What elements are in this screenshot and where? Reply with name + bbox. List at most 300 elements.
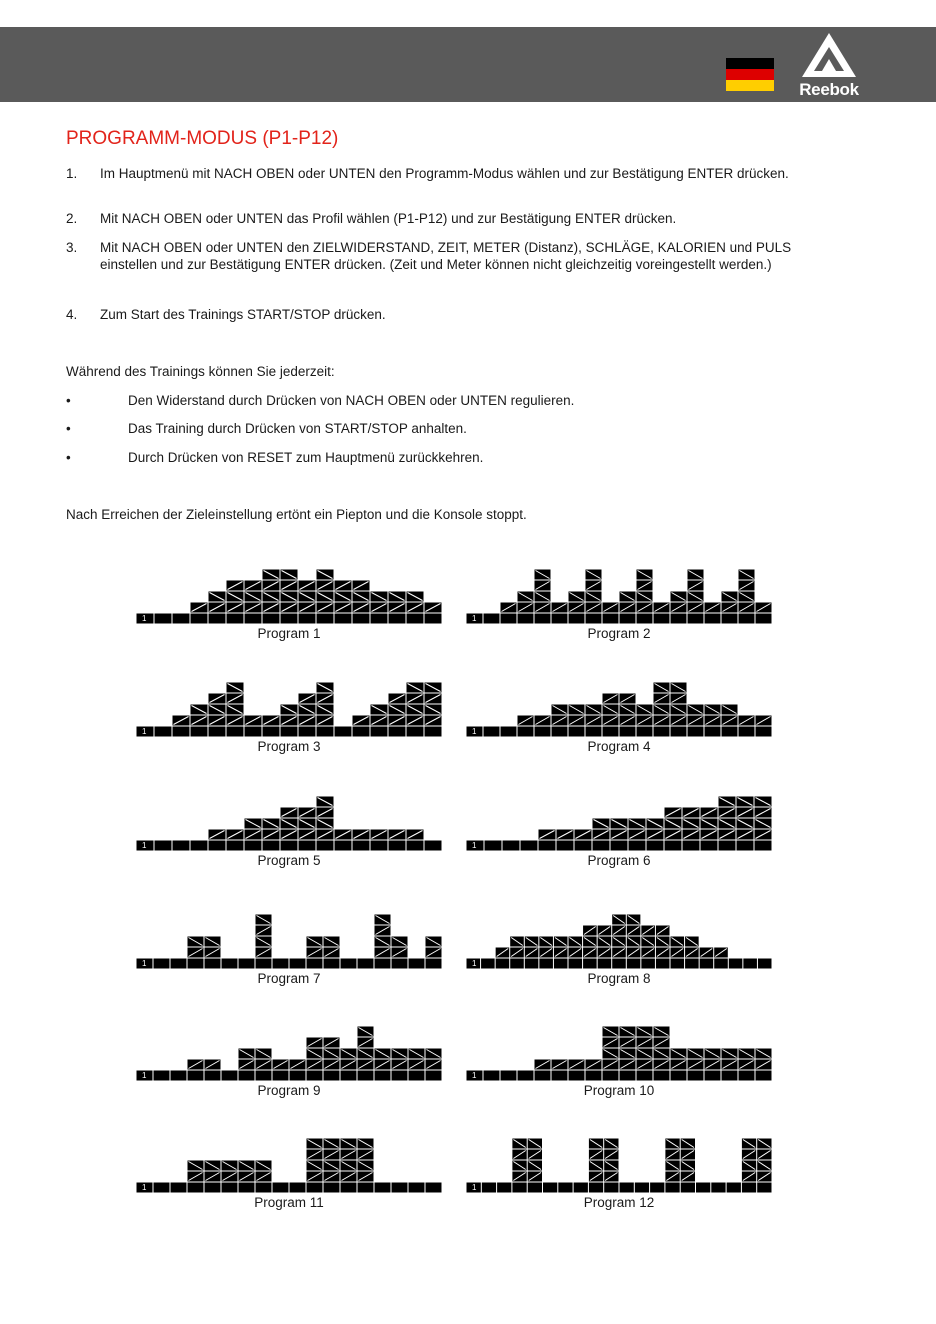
program-label: Program 1 <box>257 626 321 641</box>
segment-cell <box>375 915 391 925</box>
segment-cell <box>604 1172 618 1182</box>
segment-cell <box>307 937 323 947</box>
segment-cell <box>688 1060 704 1070</box>
segment-cell <box>188 1060 204 1070</box>
segment-cell <box>256 1071 272 1081</box>
segment-cell <box>742 1161 756 1171</box>
segment-cell <box>239 1071 255 1081</box>
segment-cell <box>569 727 585 737</box>
segment-cell <box>245 614 262 624</box>
segment-cell <box>281 716 298 726</box>
segment-cell <box>353 603 370 613</box>
segment-cell <box>637 581 653 591</box>
segment-cell <box>209 603 226 613</box>
segment-cell <box>552 1071 568 1081</box>
segment-cell <box>245 592 262 602</box>
segment-cell <box>742 1183 756 1193</box>
segment-cell <box>589 1139 603 1149</box>
segment-cell <box>552 727 568 737</box>
segment-cell <box>535 570 551 580</box>
segment-cell <box>358 1150 374 1160</box>
program-profile-11 <box>136 1131 442 1210</box>
segment-cell <box>409 1183 425 1193</box>
segment-cell <box>612 948 626 958</box>
reebok-delta-icon <box>792 31 866 81</box>
segment-cell <box>603 694 619 704</box>
segment-cell <box>191 705 208 715</box>
segment-cell <box>407 716 424 726</box>
segment-cell <box>426 1060 442 1070</box>
segment-cell <box>239 1060 255 1070</box>
segment-cell <box>701 808 718 818</box>
segment-cell <box>722 727 738 737</box>
segment-cell <box>654 1071 670 1081</box>
segment-cell <box>426 1049 442 1059</box>
program-profile-5 <box>136 789 442 868</box>
segment-cell <box>281 581 298 591</box>
segment-cell <box>671 614 687 624</box>
segment-cell <box>317 797 334 807</box>
segment-cell <box>586 1060 602 1070</box>
profile-graph <box>136 562 442 624</box>
segment-cell <box>671 694 687 704</box>
segment-cell <box>637 1060 653 1070</box>
segment-cell <box>392 937 408 947</box>
segment-cell <box>191 841 208 851</box>
segment-cell <box>552 1060 568 1070</box>
segment-cell <box>375 1183 391 1193</box>
segment-cell <box>353 592 370 602</box>
segment-cell <box>620 1049 636 1059</box>
segment-cell <box>353 841 370 851</box>
profile-graph <box>466 1131 772 1193</box>
segment-cell <box>719 841 736 851</box>
segment-cell <box>701 841 718 851</box>
segment-cell <box>375 926 391 936</box>
segment-cell <box>245 603 262 613</box>
segment-cell <box>665 1150 679 1160</box>
segment-cell <box>324 937 340 947</box>
segment-cell <box>701 830 718 840</box>
program-label: Program 10 <box>583 1083 655 1098</box>
segment-cell <box>273 1071 289 1081</box>
segment-cell <box>353 581 370 591</box>
segment-cell <box>552 716 568 726</box>
segment-cell <box>535 581 551 591</box>
segment-cell <box>647 841 664 851</box>
program-label: Program 9 <box>257 1083 321 1098</box>
segment-cell <box>737 830 754 840</box>
segment-cell <box>671 1071 687 1081</box>
segment-cell <box>256 926 272 936</box>
segment-cell <box>586 705 602 715</box>
segment-cell <box>705 614 721 624</box>
segment-cell <box>501 614 517 624</box>
segment-cell <box>409 959 425 969</box>
segment-cell <box>281 841 298 851</box>
segment-cell <box>171 1071 187 1081</box>
segment-cell <box>263 570 280 580</box>
segment-cell <box>641 948 655 958</box>
segment-cell <box>727 1183 741 1193</box>
segment-cell <box>635 1183 649 1193</box>
segment-cell <box>654 694 670 704</box>
segment-cell <box>756 1071 772 1081</box>
segment-cell <box>317 819 334 829</box>
segment-cell <box>482 1183 496 1193</box>
segment-cell <box>263 603 280 613</box>
segment-cell <box>688 705 704 715</box>
segment-cell <box>758 959 772 969</box>
segment-cell <box>589 1161 603 1171</box>
segment-cell <box>324 1139 340 1149</box>
segment-cell <box>539 830 556 840</box>
program-label: Program 11 <box>254 1195 324 1210</box>
segment-cell <box>654 1049 670 1059</box>
segment-cell <box>569 603 585 613</box>
segment-cell <box>256 1060 272 1070</box>
segment-cell <box>719 797 736 807</box>
segment-cell <box>637 1027 653 1037</box>
segment-cell <box>503 841 520 851</box>
segment-cell <box>335 830 352 840</box>
segment-cell <box>392 948 408 958</box>
segment-cell <box>598 926 612 936</box>
segment-cell <box>389 603 406 613</box>
segment-start-label: 1 <box>472 727 477 736</box>
segment-cell <box>557 841 574 851</box>
segment-cell <box>627 948 641 958</box>
segment-cell <box>154 1071 170 1081</box>
segment-cell <box>681 1172 695 1182</box>
segment-cell <box>317 603 334 613</box>
segment-cell <box>575 841 592 851</box>
segment-cell <box>227 603 244 613</box>
segment-start-label: 1 <box>472 1183 477 1192</box>
segment-cell <box>598 937 612 947</box>
segment-cell <box>722 1049 738 1059</box>
segment-cell <box>539 937 553 947</box>
page-title: PROGRAMM-MODUS (P1-P12) <box>66 128 339 149</box>
segment-cell <box>299 830 316 840</box>
segment-cell <box>637 614 653 624</box>
segment-cell <box>227 716 244 726</box>
segment-cell <box>685 937 699 947</box>
segment-cell <box>256 948 272 958</box>
segment-cell <box>558 1183 572 1193</box>
segment-cell <box>307 959 323 969</box>
segment-cell <box>324 948 340 958</box>
profile-graph <box>466 907 772 969</box>
segment-cell <box>155 727 172 737</box>
segment-cell <box>525 959 539 969</box>
segment-cell <box>604 1139 618 1149</box>
segment-cell <box>688 581 704 591</box>
segment-cell <box>341 1139 357 1149</box>
segment-cell <box>353 830 370 840</box>
segment-cell <box>188 959 204 969</box>
segment-cell <box>603 1071 619 1081</box>
profile-graph <box>466 1019 772 1081</box>
segment-start-label: 1 <box>142 841 147 850</box>
segment-cell <box>685 948 699 958</box>
segment-cell <box>647 819 664 829</box>
segment-cell <box>371 727 388 737</box>
segment-cell <box>425 727 442 737</box>
segment-cell <box>757 1139 771 1149</box>
segment-cell <box>299 614 316 624</box>
segment-cell <box>755 819 772 829</box>
segment-cell <box>696 1183 710 1193</box>
segment-cell <box>535 716 551 726</box>
segment-cell <box>371 705 388 715</box>
target-note: Nach Erreichen der Zieleinstellung ertönt ein Piepton und die Konsole stoppt. <box>66 507 527 522</box>
segment-cell <box>755 797 772 807</box>
segment-cell <box>205 1183 221 1193</box>
segment-cell <box>688 570 704 580</box>
segment-cell <box>543 1183 557 1193</box>
segment-cell <box>757 1161 771 1171</box>
segment-cell <box>552 614 568 624</box>
segment-cell <box>358 1172 374 1182</box>
segment-start-label: 1 <box>142 614 147 623</box>
segment-cell <box>739 592 755 602</box>
segment-cell <box>569 614 585 624</box>
segment-cell <box>307 1172 323 1182</box>
segment-cell <box>620 603 636 613</box>
segment-cell <box>324 1161 340 1171</box>
segment-cell <box>757 1183 771 1193</box>
segment-cell <box>603 1027 619 1037</box>
bullet-text: Den Widerstand durch Drücken von NACH OBEN oder UNTEN regulieren. <box>128 393 575 408</box>
segment-cell <box>389 694 406 704</box>
segment-cell <box>299 727 316 737</box>
segment-cell <box>620 1183 634 1193</box>
segment-cell <box>671 1049 687 1059</box>
profile-graph <box>466 789 772 851</box>
segment-cell <box>191 727 208 737</box>
segment-cell <box>263 830 280 840</box>
segment-cell <box>586 592 602 602</box>
program-profile-1 <box>136 562 442 641</box>
segment-cell <box>407 841 424 851</box>
segment-cell <box>593 841 610 851</box>
segment-cell <box>245 841 262 851</box>
segment-cell <box>389 614 406 624</box>
segment-cell <box>290 959 306 969</box>
segment-cell <box>299 705 316 715</box>
segment-cell <box>518 592 534 602</box>
profile-graph <box>136 907 442 969</box>
segment-cell <box>552 603 568 613</box>
segment-cell <box>739 716 755 726</box>
segment-cell <box>654 716 670 726</box>
segment-cell <box>290 1183 306 1193</box>
segment-cell <box>700 948 714 958</box>
segment-cell <box>209 716 226 726</box>
segment-cell <box>620 705 636 715</box>
segment-cell <box>299 581 316 591</box>
segment-cell <box>604 1161 618 1171</box>
segment-cell <box>188 1172 204 1182</box>
segment-cell <box>637 1049 653 1059</box>
during-intro: Während des Trainings können Sie jederzeit: <box>66 364 335 379</box>
segment-cell <box>654 705 670 715</box>
segment-cell <box>425 614 442 624</box>
segment-cell <box>737 808 754 818</box>
segment-cell <box>324 1071 340 1081</box>
step-text: Zum Start des Trainings START/STOP drücken. <box>100 307 386 322</box>
segment-cell <box>389 830 406 840</box>
profile-graph <box>136 789 442 851</box>
segment-cell <box>586 570 602 580</box>
segment-cell <box>425 705 442 715</box>
segment-cell <box>324 1183 340 1193</box>
segment-cell <box>317 716 334 726</box>
segment-start-label: 1 <box>472 614 477 623</box>
segment-cell <box>173 727 190 737</box>
segment-cell <box>756 1049 772 1059</box>
segment-cell <box>637 727 653 737</box>
segment-cell <box>371 716 388 726</box>
segment-cell <box>683 808 700 818</box>
segment-cell <box>620 727 636 737</box>
segment-cell <box>593 830 610 840</box>
segment-cell <box>755 808 772 818</box>
segment-cell <box>239 1183 255 1193</box>
segment-cell <box>705 603 721 613</box>
segment-cell <box>389 592 406 602</box>
segment-cell <box>714 959 728 969</box>
segment-cell <box>205 937 221 947</box>
program-label: Program 2 <box>587 626 651 641</box>
segment-cell <box>569 592 585 602</box>
segment-cell <box>612 915 626 925</box>
segment-cell <box>307 1139 323 1149</box>
profile-graph <box>466 675 772 737</box>
segment-cell <box>425 694 442 704</box>
segment-cell <box>222 1172 238 1182</box>
segment-cell <box>739 727 755 737</box>
segment-cell <box>481 959 495 969</box>
segment-cell <box>510 959 524 969</box>
segment-cell <box>281 592 298 602</box>
bullet-text: Das Training durch Drücken von START/STOP anhalten. <box>128 421 467 436</box>
segment-cell <box>528 1183 542 1193</box>
segment-cell <box>528 1161 542 1171</box>
segment-cell <box>603 716 619 726</box>
segment-cell <box>281 614 298 624</box>
bullet-icon: • <box>66 421 71 436</box>
segment-cell <box>705 727 721 737</box>
segment-cell <box>637 1038 653 1048</box>
program-profile-3 <box>136 675 442 754</box>
segment-cell <box>688 592 704 602</box>
segment-cell <box>510 937 524 947</box>
segment-cell <box>719 830 736 840</box>
segment-cell <box>688 614 704 624</box>
segment-cell <box>307 1150 323 1160</box>
segment-cell <box>263 727 280 737</box>
segment-cell <box>535 1060 551 1070</box>
segment-cell <box>722 1071 738 1081</box>
segment-cell <box>392 1060 408 1070</box>
segment-cell <box>299 592 316 602</box>
segment-cell <box>589 1172 603 1182</box>
segment-cell <box>539 959 553 969</box>
segment-cell <box>552 705 568 715</box>
segment-cell <box>681 1161 695 1171</box>
segment-cell <box>654 727 670 737</box>
segment-cell <box>299 808 316 818</box>
program-label: Program 8 <box>587 971 651 986</box>
segment-cell <box>620 1027 636 1037</box>
segment-cell <box>256 1161 272 1171</box>
segment-cell <box>681 1183 695 1193</box>
segment-cell <box>155 841 172 851</box>
segment-cell <box>688 716 704 726</box>
segment-cell <box>392 1071 408 1081</box>
segment-cell <box>173 841 190 851</box>
segment-cell <box>586 581 602 591</box>
segment-cell <box>245 716 262 726</box>
segment-cell <box>307 1161 323 1171</box>
segment-cell <box>209 614 226 624</box>
segment-cell <box>742 1139 756 1149</box>
segment-cell <box>665 830 682 840</box>
segment-cell <box>739 1060 755 1070</box>
segment-cell <box>612 959 626 969</box>
segment-cell <box>484 614 500 624</box>
step-text: Im Hauptmenü mit NACH OBEN oder UNTEN den Programm-Modus wählen und zur Bestätigung ENTER drücken. <box>100 166 789 181</box>
segment-cell <box>665 1139 679 1149</box>
segment-cell <box>569 937 583 947</box>
segment-cell <box>681 1150 695 1160</box>
segment-cell <box>389 705 406 715</box>
segment-cell <box>227 830 244 840</box>
segment-cell <box>389 716 406 726</box>
segment-cell <box>719 819 736 829</box>
segment-cell <box>671 948 685 958</box>
segment-cell <box>392 1049 408 1059</box>
segment-cell <box>620 592 636 602</box>
segment-cell <box>341 1183 357 1193</box>
segment-cell <box>671 1060 687 1070</box>
segment-cell <box>353 716 370 726</box>
segment-cell <box>375 1071 391 1081</box>
segment-cell <box>426 1183 442 1193</box>
segment-cell <box>637 592 653 602</box>
segment-cell <box>671 592 687 602</box>
program-profile-4 <box>466 675 772 754</box>
segment-cell <box>371 603 388 613</box>
segment-cell <box>341 1049 357 1059</box>
segment-cell <box>757 1150 771 1160</box>
segment-cell <box>620 614 636 624</box>
segment-cell <box>671 683 687 693</box>
segment-cell <box>671 603 687 613</box>
segment-cell <box>317 808 334 818</box>
segment-cell <box>554 937 568 947</box>
step-text: Mit NACH OBEN oder UNTEN das Profil wählen (P1-P12) und zur Bestätigung ENTER drücken. <box>100 211 677 226</box>
segment-cell <box>586 727 602 737</box>
segment-cell <box>722 603 738 613</box>
segment-cell <box>317 705 334 715</box>
segment-cell <box>688 1049 704 1059</box>
segment-cell <box>209 705 226 715</box>
segment-cell <box>665 1183 679 1193</box>
segment-cell <box>671 705 687 715</box>
